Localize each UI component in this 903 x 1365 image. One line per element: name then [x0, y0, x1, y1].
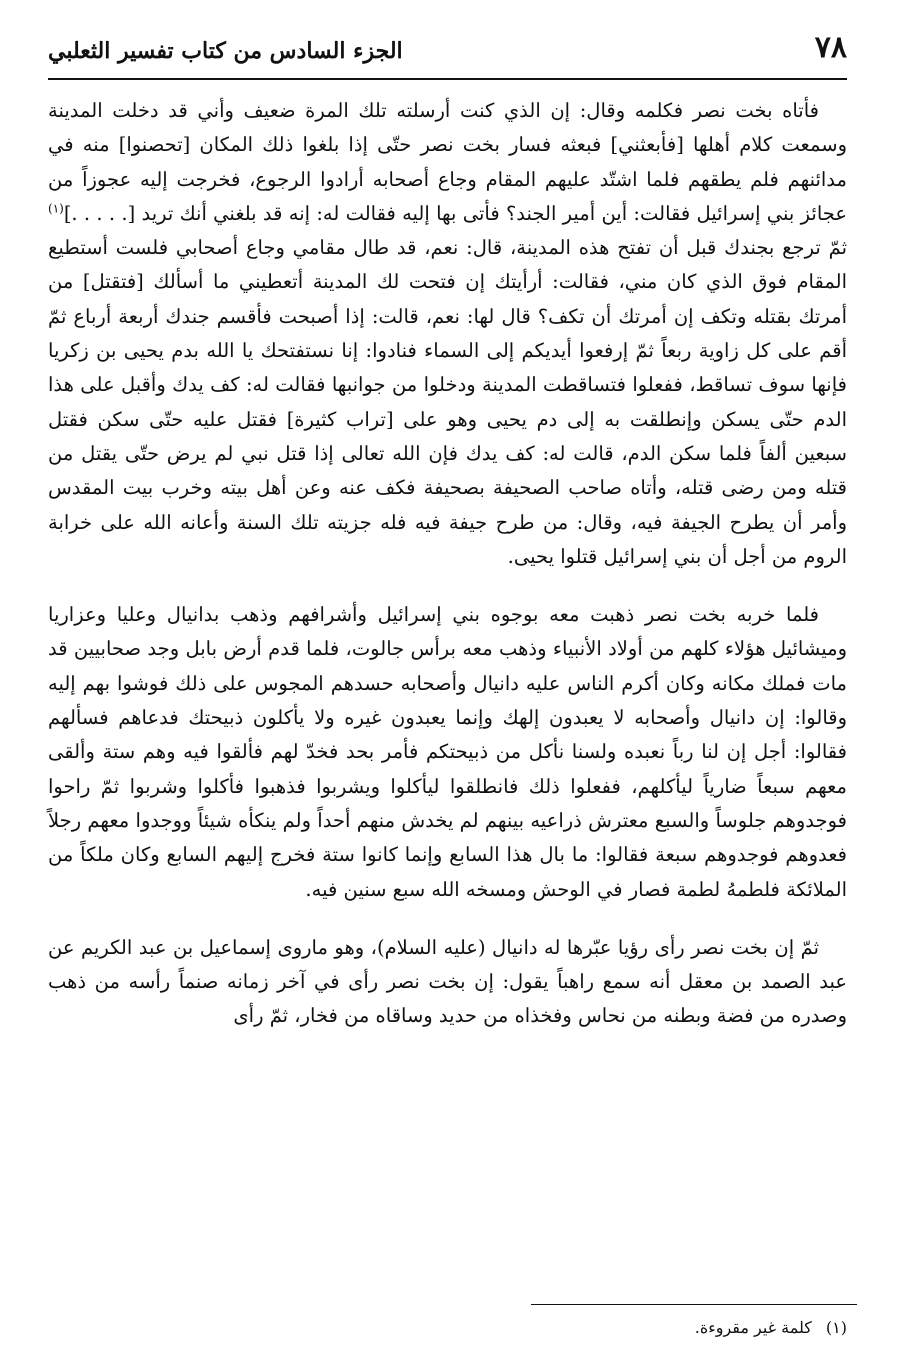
book-title: الجزء السادس من كتاب تفسير الثعلبي [48, 38, 403, 64]
footnote-text: كلمة غير مقروءة. [694, 1318, 812, 1337]
footnote [695, 1318, 847, 1337]
page-number: ٧٨ [814, 30, 847, 65]
paragraph-text: فأتاه بخت نصر فكلمه وقال: إن الذي كنت أرسلته تلك المرة ضعيف وأني قد دخلت المدينة وسمعت كلام أهلها [فأبعثني] فبعثه فسار بخت نصر حتّى إذا بلغوا ذلك المكان [تحصنوا] منه في مدائنهم فلم يطقهم فلما اشتّد عليهم المقام وجاع أصحابه أرادوا الرجوع، فخرجت إليه عجوزاً من عجائز بني إسرائيل فقالت: أين أمير الجند؟ فأتى بها إليه فقالت له: إنه قد بلغني أنك تريد [. . . . .] [48, 99, 847, 225]
paragraph: فلما خربه بخت نصر ذهبت معه بوجوه بني إسرائيل وأشرافهم وذهب بدانيال وعليا وعزاريا وميشائيل هؤلاء كلهم من أولاد الأنبياء وذهب معه برأس جالوت، فلما قدم أرض بابل وجد صحابيين قد مات فملك مكانه وكان أكرم الناس عليه دانيال وأصحابه حسدهم المجوس على ذلك فوشوا بهم إليه وقالوا: إن دانيال وأصحابه لا يعبدون إلهك وإنما يعبدون غيره ولا يأكلون ذبيحتك فدعاهم فسألهم فقالوا: أجل إن لنا رباً نعبده ولسنا نأكل من ذبيحتكم فأمر بحد فخدّ لهم فألقوا فيه وهم ستة وألقى معهم سبعاً ضارياً ليأكلهم، ففعلوا ذلك فانطلقوا ليأكلوا ويشربوا فذهبوا فأكلوا وشربوا ثمّ راحوا فوجدوهم جلوساً والسبع معترش ذراعيه بينهم لم يخدش منهم أحداً ولم ينكأه شيئاً ووجدوا معهم رجلاً فعدوهم فوجدوهم سبعة فقالوا: ما بال هذا السابع وإنما كانوا ستة فخرج إليهم السابع وكان ملكاً من الملائكة فلطمهُ لطمة فصار في الوحش ومسخه الله سبع سنين فيه. [48, 603, 847, 901]
footnote-number: (١) [825, 1318, 847, 1337]
paragraph-text: ثمّ ترجع بجندك قبل أن تفتح هذه المدينة، قال: نعم، قد طال مقامي وجاع أصحابي فلست أستطيع المقام فوق الذي كان مني، فقالت: أرأيتك إن فتحت لك المدينة أتعطيني ما أسألك [فتقتل] من أمرتك بقتله وتكف إن أمرتك أن تكف؟ قال لها: نعم، قالت: إذا أصبحت فأقسم جندك أربعة أرباع ثمّ أقم على كل زاوية ربعاً ثمّ إرفعوا أيديكم إلى السماء فنادوا: إنا نستفتحك يا الله بدم يحيى بن زكريا فإنها سوف تساقط، ففعلوا فتساقطت المدينة ودخلوا من جوانبها فقالت له: كف يدك وأقبل على هذا الدم حتّى يسكن وإنطلقت به إلى دم يحيى وهو على [تراب كثيرة] فقتل عليه حتّى سكن فقتل سبعين ألفاً فلما سكن الدم، قالت له: كف يدك فإن الله تعالى إذا قتل نبي لم يرض حتّى يقتل من قتله ومن رضى قتله، وأتاه صاحب الصحيفة بصحيفة فكف عنه وعن أهل بيته وخرب بيت المقدس وأمر أن يطرح الجيفة فيه، وقال: من طرح جيفة فيه فله جزيته تلك السنة وأعانه الله على خرابة الروم من أجل أن بني إسرائيل قتلوا يحيى. [48, 236, 847, 568]
footnote-reference: (١) [48, 201, 64, 216]
main-text [48, 94, 847, 1034]
paragraph [48, 94, 847, 574]
running-header [48, 30, 847, 80]
paragraph: ثمّ إن بخت نصر رأى رؤيا عبّرها له دانيال (عليه السلام)، وهو ماروى إسماعيل بن عبد الكريم عن عبد الصمد بن معقل أنه سمع راهباً يقول: إن بخت نصر رأى في آخر زمانه صنماً رأسه من ذهب وصدره من فضة وبطنه من نحاس وفخذاه من حديد وساقاه من فخار، ثمّ رأى [48, 935, 847, 1028]
footnote-divider [531, 1304, 857, 1305]
